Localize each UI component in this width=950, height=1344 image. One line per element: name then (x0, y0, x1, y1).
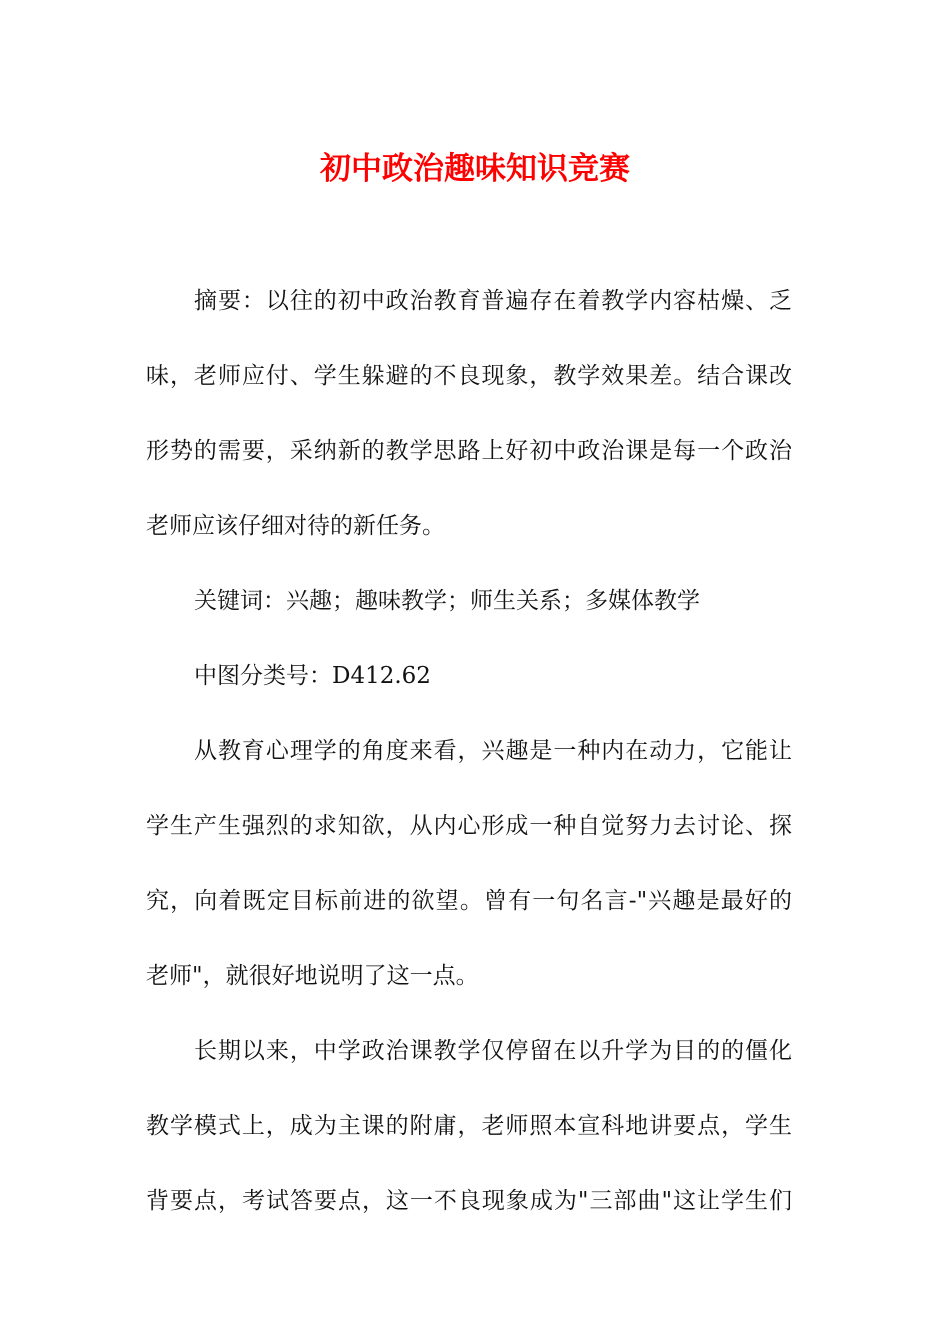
paragraph-2-line-3: 背要点，考试答要点，这一不良现象成为"三部曲"这让学生们 (146, 1188, 792, 1214)
paragraph-1-line-2: 学生产生强烈的求知欲，从内心形成一种自觉努力去讨论、探 (146, 813, 792, 839)
paragraph-1-line-4: 老师"，就很好地说明了这一点。 (146, 963, 479, 989)
abstract-line-4: 老师应该仔细对待的新任务。 (146, 513, 445, 539)
document-title: 初中政治趣味知识竞赛 (320, 151, 630, 187)
abstract-line-2: 味，老师应付、学生躲避的不良现象，教学效果差。结合课改 (146, 363, 792, 389)
abstract-line-3: 形势的需要，采纳新的教学思路上好初中政治课是每一个政治 (146, 438, 792, 464)
abstract-line-1: 摘要：以往的初中政治教育普遍存在着教学内容枯燥、乏 (194, 288, 792, 314)
paragraph-1-line-3: 究，向着既定目标前进的欲望。曾有一句名言-"兴趣是最好的 (146, 888, 792, 914)
keywords-line: 关键词：兴趣；趣味教学；师生关系；多媒体教学 (194, 588, 700, 614)
paragraph-1-line-1: 从教育心理学的角度来看，兴趣是一种内在动力，它能让 (194, 738, 792, 764)
classification-line: 中图分类号：D412.62 (194, 663, 431, 689)
paragraph-2-line-1: 长期以来，中学政治课教学仅停留在以升学为目的的僵化 (194, 1038, 792, 1064)
document-body (146, 278, 792, 1253)
paragraph-2-line-2: 教学模式上，成为主课的附庸，老师照本宣科地讲要点，学生 (146, 1113, 792, 1139)
